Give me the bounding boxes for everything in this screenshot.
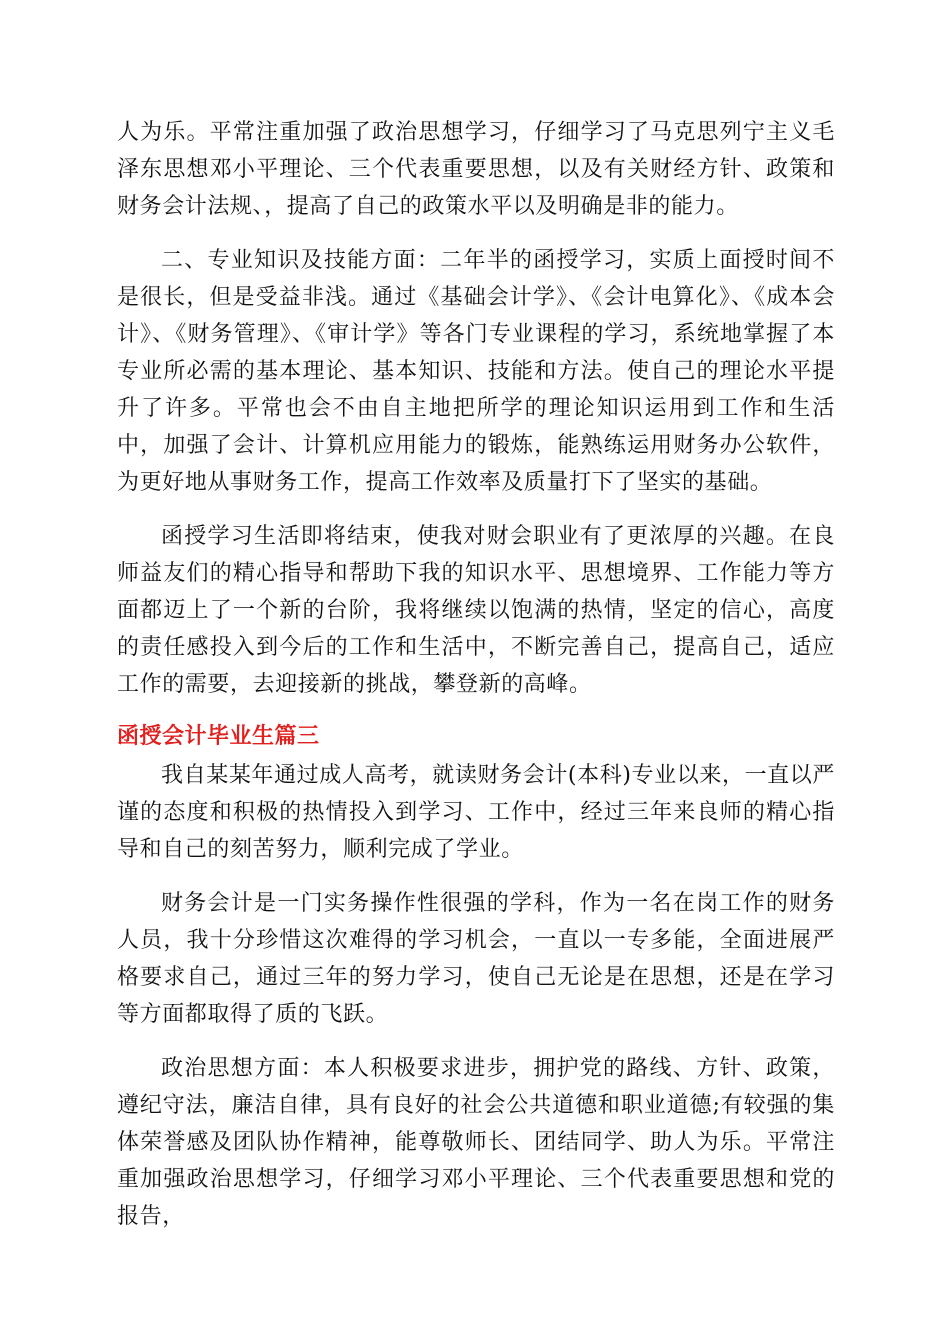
- document-page: [117, 114, 835, 1235]
- paragraph-accounting-study: 财务会计是一门实务操作性很强的学科，作为一名在岗工作的财务人员，我十分珍惜这次难得的学习机会，一直以一专多能，全面进展严格要求自己，通过三年的努力学习，使自己无论是在思想，还是在学习等方面都取得了质的飞跃。: [117, 891, 835, 1027]
- paragraph-professional-skills: 二、专业知识及技能方面：二年半的函授学习，实质上面授时间不是很长，但是受益非浅。通过《基础会计学》、《会计电算化》、《成本会计》、《财务管理》、《审计学》等各门专业课程的学习，系统地掌握了本专业所必需的基本理论、基本知识、技能和方法。使自己的理论水平提升了许多。平常也会不由自主地把所学的理论知识运用到工作和生活中，加强了会计、计算机应用能力的锻炼，能熟练运用财务办公软件，为更好地从事财务工作，提高工作效率及质量打下了坚实的基础。: [117, 248, 835, 495]
- paragraph-political-thought: 政治思想方面：本人积极要求进步，拥护党的路线、方针、政策，遵纪守法，廉洁自律，具有良好的社会公共道德和职业道德;有较强的集体荣誉感及团队协作精神，能尊敬师长、团结同学、助人为乐。平常注重加强政治思想学习，仔细学习邓小平理论、三个代表重要思想和党的报告，: [117, 1056, 835, 1229]
- paragraph-conclusion: 函授学习生活即将结束，使我对财会职业有了更浓厚的兴趣。在良师益友们的精心指导和帮助下我的知识水平、思想境界、工作能力等方面都迈上了一个新的台阶，我将继续以饱满的热情，坚定的信心，高度的责任感投入到今后的工作和生活中，不断完善自己，提高自己，适应工作的需要，去迎接新的挑战，攀登新的高峰。: [117, 524, 835, 697]
- paragraph-continuation: 人为乐。平常注重加强了政治思想学习，仔细学习了马克思列宁主义毛泽东思想邓小平理论、三个代表重要思想，以及有关财经方针、政策和财务会计法规、，提高了自己的政策水平以及明确是非的能力。: [117, 120, 835, 219]
- paragraph-intro: 我自某某年通过成人高考，就读财务会计(本科)专业以来，一直以严谨的态度和积极的热情投入到学习、工作中，经过三年来良师的精心指导和自己的刻苦努力，顺利完成了学业。: [117, 763, 835, 862]
- section-heading: 函授会计毕业生篇三: [117, 724, 320, 749]
